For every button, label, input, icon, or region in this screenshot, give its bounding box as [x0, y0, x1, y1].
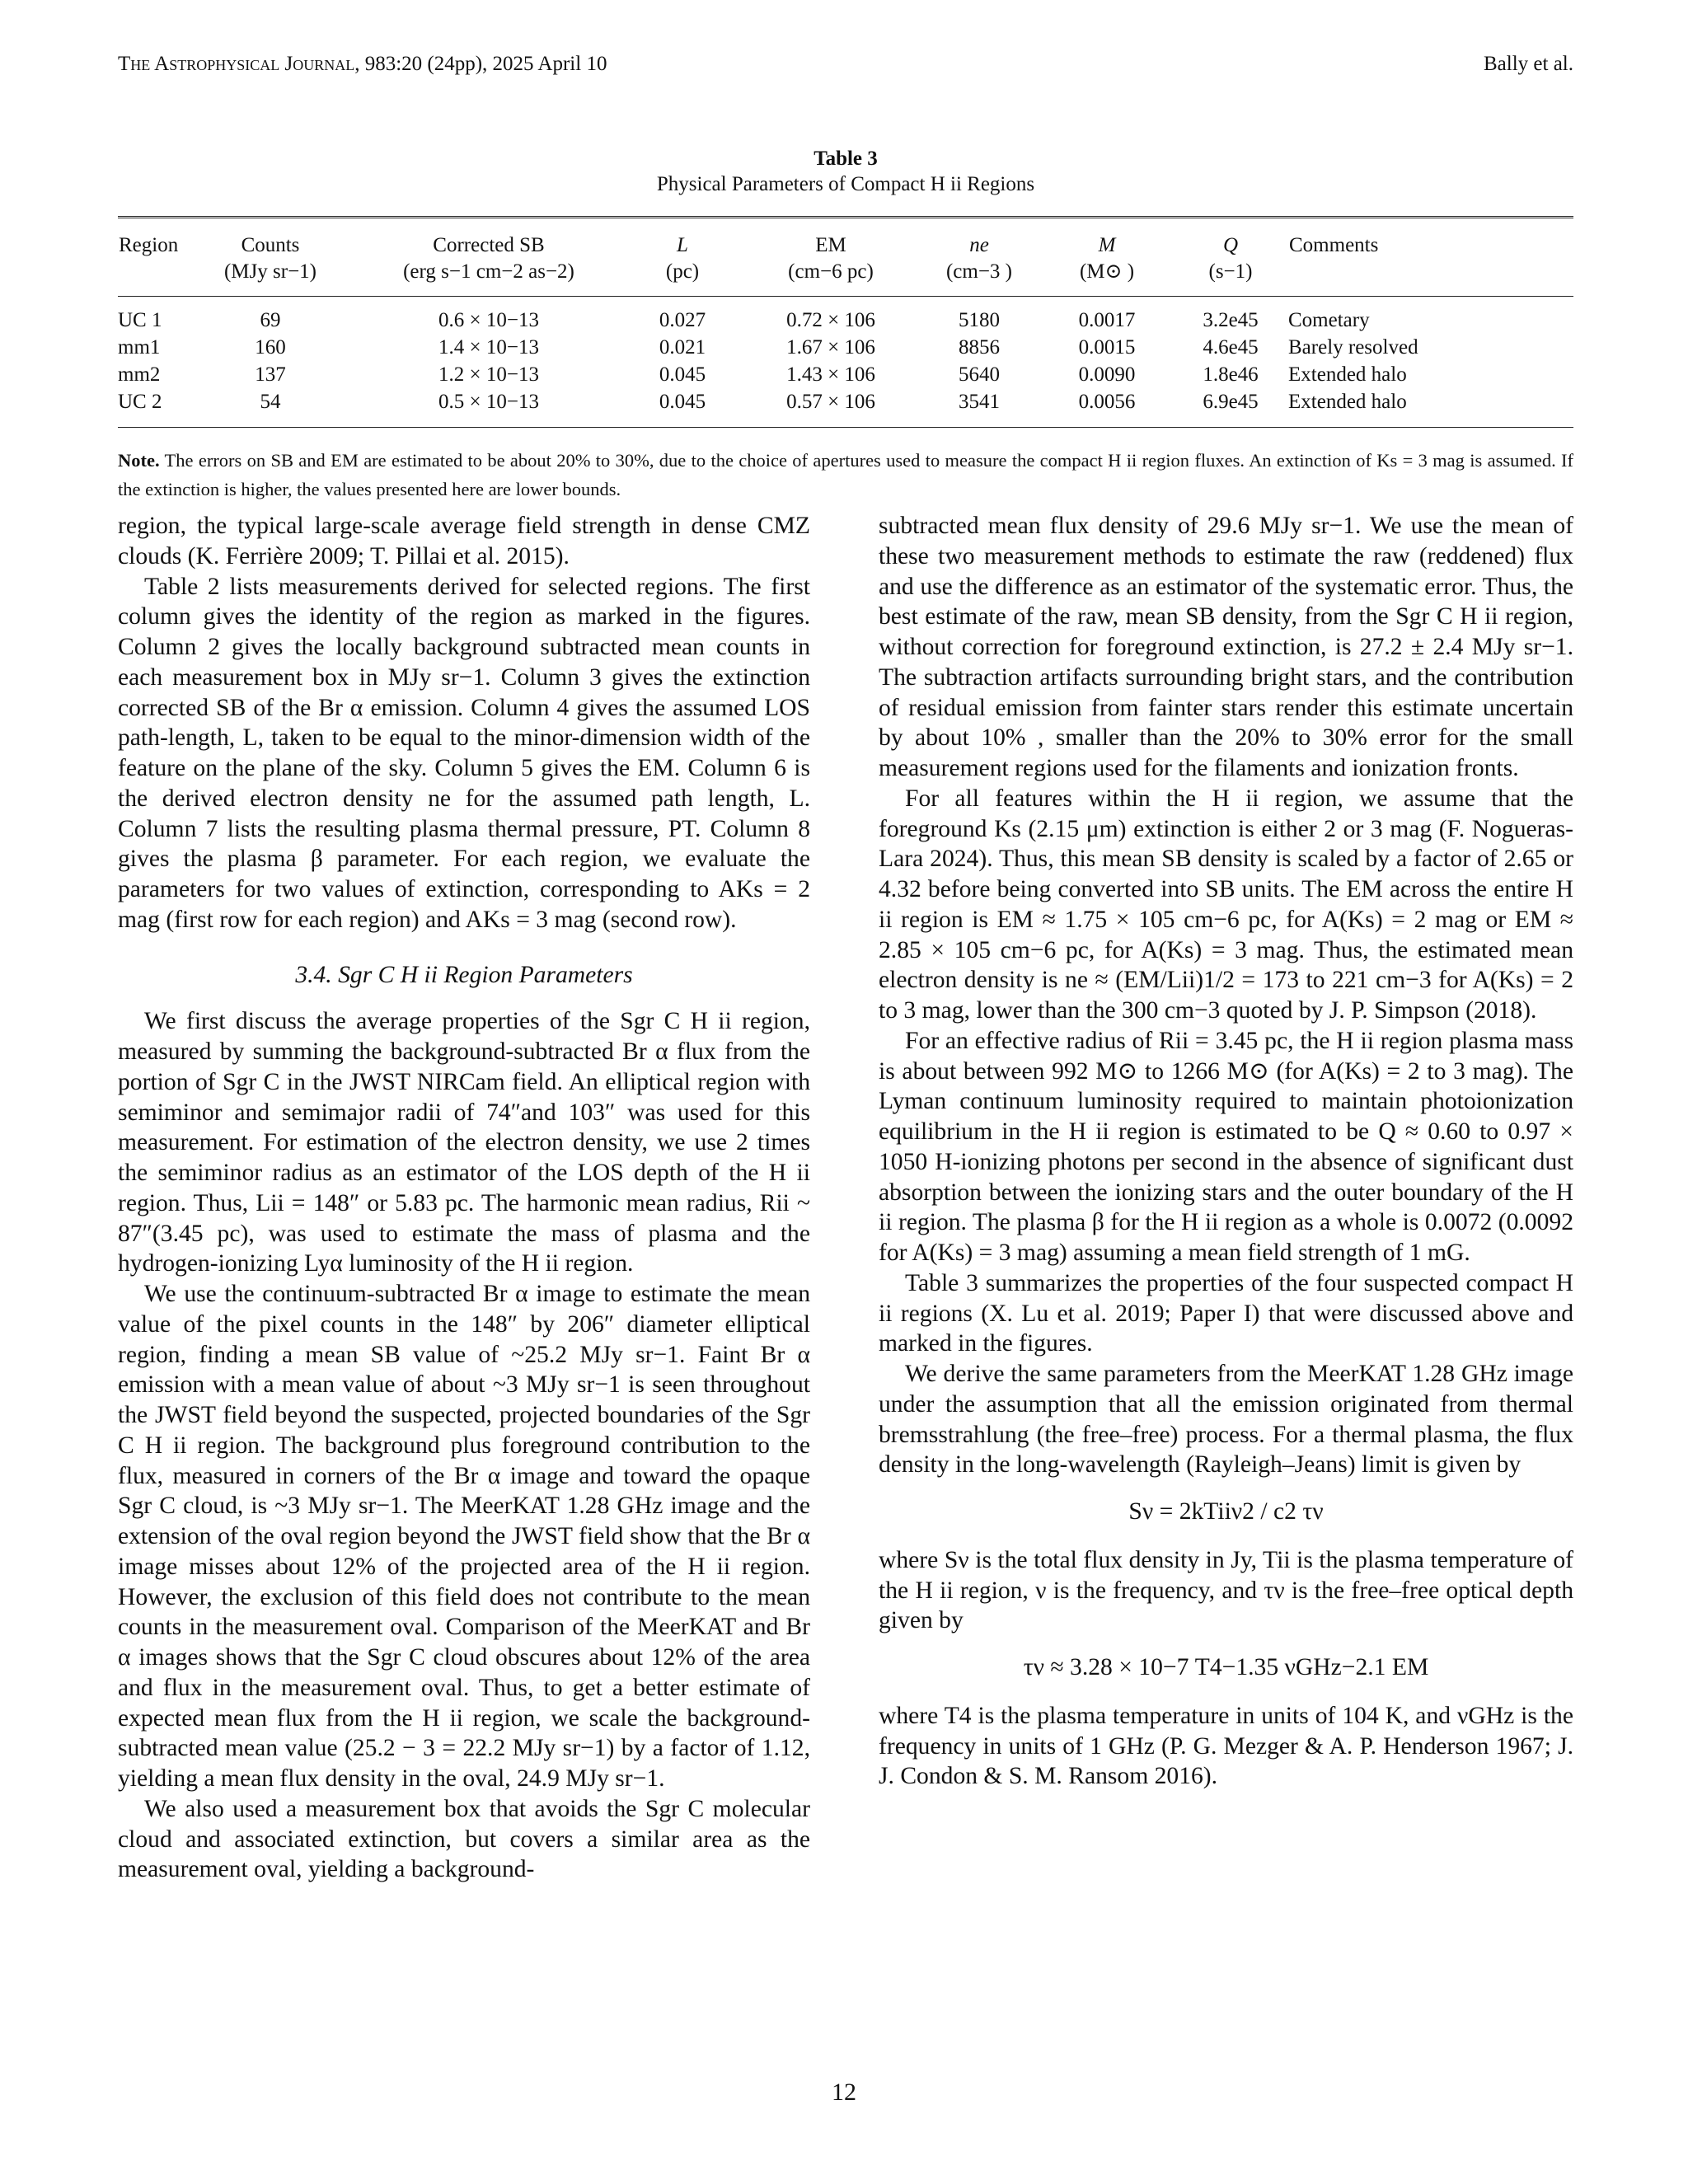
table-title: Physical Parameters of Compact H ii Regions: [656, 173, 1035, 195]
equation-optical-depth: τν ≈ 3.28 × 10−7 T4−1.35 νGHz−2.1 EM: [1023, 1654, 1429, 1680]
col-header: L: [621, 218, 744, 260]
paragraph: We first discuss the average properties of the Sgr C H ii region, measured by summing the background-subtracted Br α flux from the portion of Sgr C in the JWST NIRCam field. An elliptical region with semiminor and semimajor radii of 74″and 103″ was used for this measurement. For estimation of the electron density, we use 2 times the semiminor radius as an estimator of the LOS depth of the H ii region. Thus, Lii = 148″ or 5.83 pc. The harmonic mean radius, Rii ~ 87″(3.45 pc), was used to estimate the mass of plasma and the hydrogen-ionizing Lyα luminosity of the H ii region.: [118, 1008, 810, 1277]
table-3: [118, 147, 1573, 504]
paragraph: where T4 is the plasma temperature in units of 104 K, and νGHz is the frequency in units of 1 GHz (P. G. Mezger & A. P. Henderson 1967; J. J. Condon & S. M. Ransom 2016).: [879, 1702, 1573, 1790]
col-unit: (cm−6 pc): [744, 259, 917, 297]
section-heading: 3.4. Sgr C H ii Region Parameters: [295, 961, 633, 988]
col-header: Comments: [1288, 218, 1573, 260]
col-header: Q: [1173, 218, 1288, 260]
paragraph: For all features within the H ii region, we assume that the foreground Ks (2.15 μm) extinction is either 2 or 3 mag (F. Nogueras-Lara 2024). Thus, this mean SB density is scaled by a factor of 2.65 or 4.32 before being converted into SB units. The EM across the entire H ii region is EM ≈ 1.75 × 105 cm−6 pc, for A(Ks) = 2 mag or EM ≈ 2.85 × 105 cm−6 pc, for A(Ks) = 3 mag. Thus, the estimated mean electron density is ne ≈ (EM/Lii)1/2 = 173 to 221 cm−3 for A(Ks) = 2 to 3 mag, lower than the 300 cm−3 quoted by J. P. Simpson (2018).: [879, 785, 1573, 1024]
col-header: M: [1041, 218, 1173, 260]
paragraph: where Sν is the total flux density in Jy, Tii is the plasma temperature of the H ii region, ν is the frequency, and τν is the free–free optical depth given by: [879, 1546, 1573, 1634]
paragraph: subtracted mean flux density of 29.6 MJy sr−1. We use the mean of these two measurement methods to estimate the raw (reddened) flux and use the difference as an estimator of the systematic error. Thus, the best estimate of the raw, mean SB density, from the Sgr C H ii region, without correction for foreground extinction, is 27.2 ± 2.4 MJy sr−1. The subtraction artifacts surrounding bright stars, and the contribution of residual emission from fainter stars render this estimate uncertain by about 10% , smaller than the 20% to 30% error for the small measurement regions used for the filaments and ionization fronts.: [879, 513, 1573, 781]
table-row: mm2 137 1.2 × 10−13 0.045 1.43 × 106 5640 0.0090 1.8e46 Extended halo: [118, 363, 1407, 386]
col-header: EM: [744, 218, 917, 260]
paragraph: For an effective radius of Rii = 3.45 pc, the H ii region plasma mass is about between 992 M⊙ to 1266 M⊙ (for A(Ks) = 2 to 3 mag). The Lyman continuum luminosity required to maintain photoionization equilibrium in the H ii region is estimated to be Q ≈ 0.60 to 0.97 × 1050 H-ionizing photons per second in the absence of significant dust absorption between the ionizing stars and the outer boundary of the H ii region. The plasma β for the H ii region as a whole is 0.0072 (0.0092 for A(Ks) = 3 mag) assuming a mean field strength of 1 mG.: [879, 1027, 1573, 1266]
journal-citation: , 983:20 (24pp), 2025 April 10: [354, 53, 607, 75]
equation-flux-density: Sν = 2kTiiν2 / c2 τν: [1128, 1498, 1324, 1525]
parameters-table: [118, 216, 1573, 428]
table-row: UC 2 54 0.5 × 10−13 0.045 0.57 × 106 3541 0.0056 6.9e45 Extended halo: [118, 388, 1573, 428]
paragraph: We derive the same parameters from the MeerKAT 1.28 GHz image under the assumption that all the emission originated from thermal bremsstrahlung (the free–free) process. For a thermal plasma, the flux density in the long-wavelength (Rayleigh–Jeans) limit is given by: [879, 1361, 1573, 1479]
table-row: UC 1 69 0.6 × 10−13 0.027 0.72 × 106 5180 0.0017 3.2e45 Cometary: [118, 309, 1370, 331]
col-unit: (cm−3 ): [917, 259, 1041, 297]
right-column: [879, 511, 1573, 1792]
col-unit: (M⊙ ): [1041, 259, 1173, 297]
table-note: [118, 446, 1573, 504]
paragraph: Table 2 lists measurements derived for selected regions. The first column gives the identity of the region as marked in the figures. Column 2 gives the locally background subtracted mean counts in each measurement box in MJy sr−1. Column 3 gives the extinction corrected SB of the Br α emission. Column 4 gives the assumed LOS path-length, L, taken to be equal to the minor-dimension width of the feature on the plane of the sky. Column 5 gives the EM. Column 6 is the derived electron density ne for the assumed path length, L. Column 7 lists the resulting plasma thermal pressure, PT. Column 8 gives the plasma β parameter. For each region, we evaluate the parameters for two values of extinction, corresponding to AKs = 2 mag (first row for each region) and AKs = 3 mag (second row).: [118, 573, 810, 933]
col-unit: (s−1): [1173, 259, 1288, 297]
left-column: [118, 511, 810, 1885]
col-header: Counts: [184, 218, 357, 260]
col-unit: (erg s−1 cm−2 as−2): [357, 259, 621, 297]
header-authors: Bally et al.: [1484, 53, 1573, 75]
col-header: ne: [917, 218, 1041, 260]
col-unit: (MJy sr−1): [184, 259, 357, 297]
table-row: mm1 160 1.4 × 10−13 0.021 1.67 × 106 8856 0.0015 4.6e45 Barely resolved: [118, 336, 1418, 359]
col-unit: (pc): [621, 259, 744, 297]
paragraph: Table 3 summarizes the properties of the four suspected compact H ii regions (X. Lu et al. 2019; Paper I) that were discussed above and marked in the figures.: [879, 1269, 1573, 1357]
running-header: [118, 53, 1573, 86]
col-header: Corrected SB: [357, 218, 621, 260]
paragraph: region, the typical large-scale average field strength in dense CMZ clouds (K. Ferrière 2009; T. Pillai et al. 2015).: [118, 513, 810, 569]
paragraph: We also used a measurement box that avoids the Sgr C molecular cloud and associated extinction, but covers a similar area as the measurement oval, yielding a background-: [118, 1795, 810, 1883]
journal-name: The Astrophysical Journal: [118, 53, 355, 75]
table-header-names: [118, 218, 1573, 260]
note-text: The errors on SB and EM are estimated to be about 20% to 30%, due to the choice of apertures used to measure the compact H ii region fluxes. An extinction of Ks = 3 mag is assumed. If the extinction is higher, the values presented here are lower bounds.: [118, 450, 1574, 499]
table-header-units: [118, 259, 1573, 297]
paragraph: We use the continuum-subtracted Br α image to estimate the mean value of the pixel counts in the 148″ by 206″ diameter elliptical region, finding a mean SB value of ~25.2 MJy sr−1. Faint Br α emission with a mean value of about ~3 MJy sr−1 is seen throughout the JWST field beyond the suspected, projected boundaries of the Sgr C H ii region. The background plus foreground contribution to the flux, measured in corners of the Br α image and toward the opaque Sgr C cloud, is ~3 MJy sr−1. The MeerKAT 1.28 GHz image and the extension of the oval region beyond the JWST field show that the Br α image misses about 12% of the projected area of the H ii region. However, the exclusion of this field does not contribute to the mean counts in the measurement oval. Comparison of the MeerKAT and Br α images shows that the Sgr C cloud obscures about 12% of the area and flux in the measurement oval. Thus, to get a better estimate of expected mean flux from the H ii region, we scale the background-subtracted mean value (25.2 − 3 = 22.2 MJy sr−1) by a factor of 1.12, yielding a mean flux density in the oval, 24.9 MJy sr−1.: [118, 1281, 810, 1792]
page-number: 12: [832, 2079, 856, 2106]
col-header: Region: [118, 218, 184, 260]
note-label: Note.: [118, 450, 160, 471]
table-label: Table 3: [814, 148, 878, 170]
